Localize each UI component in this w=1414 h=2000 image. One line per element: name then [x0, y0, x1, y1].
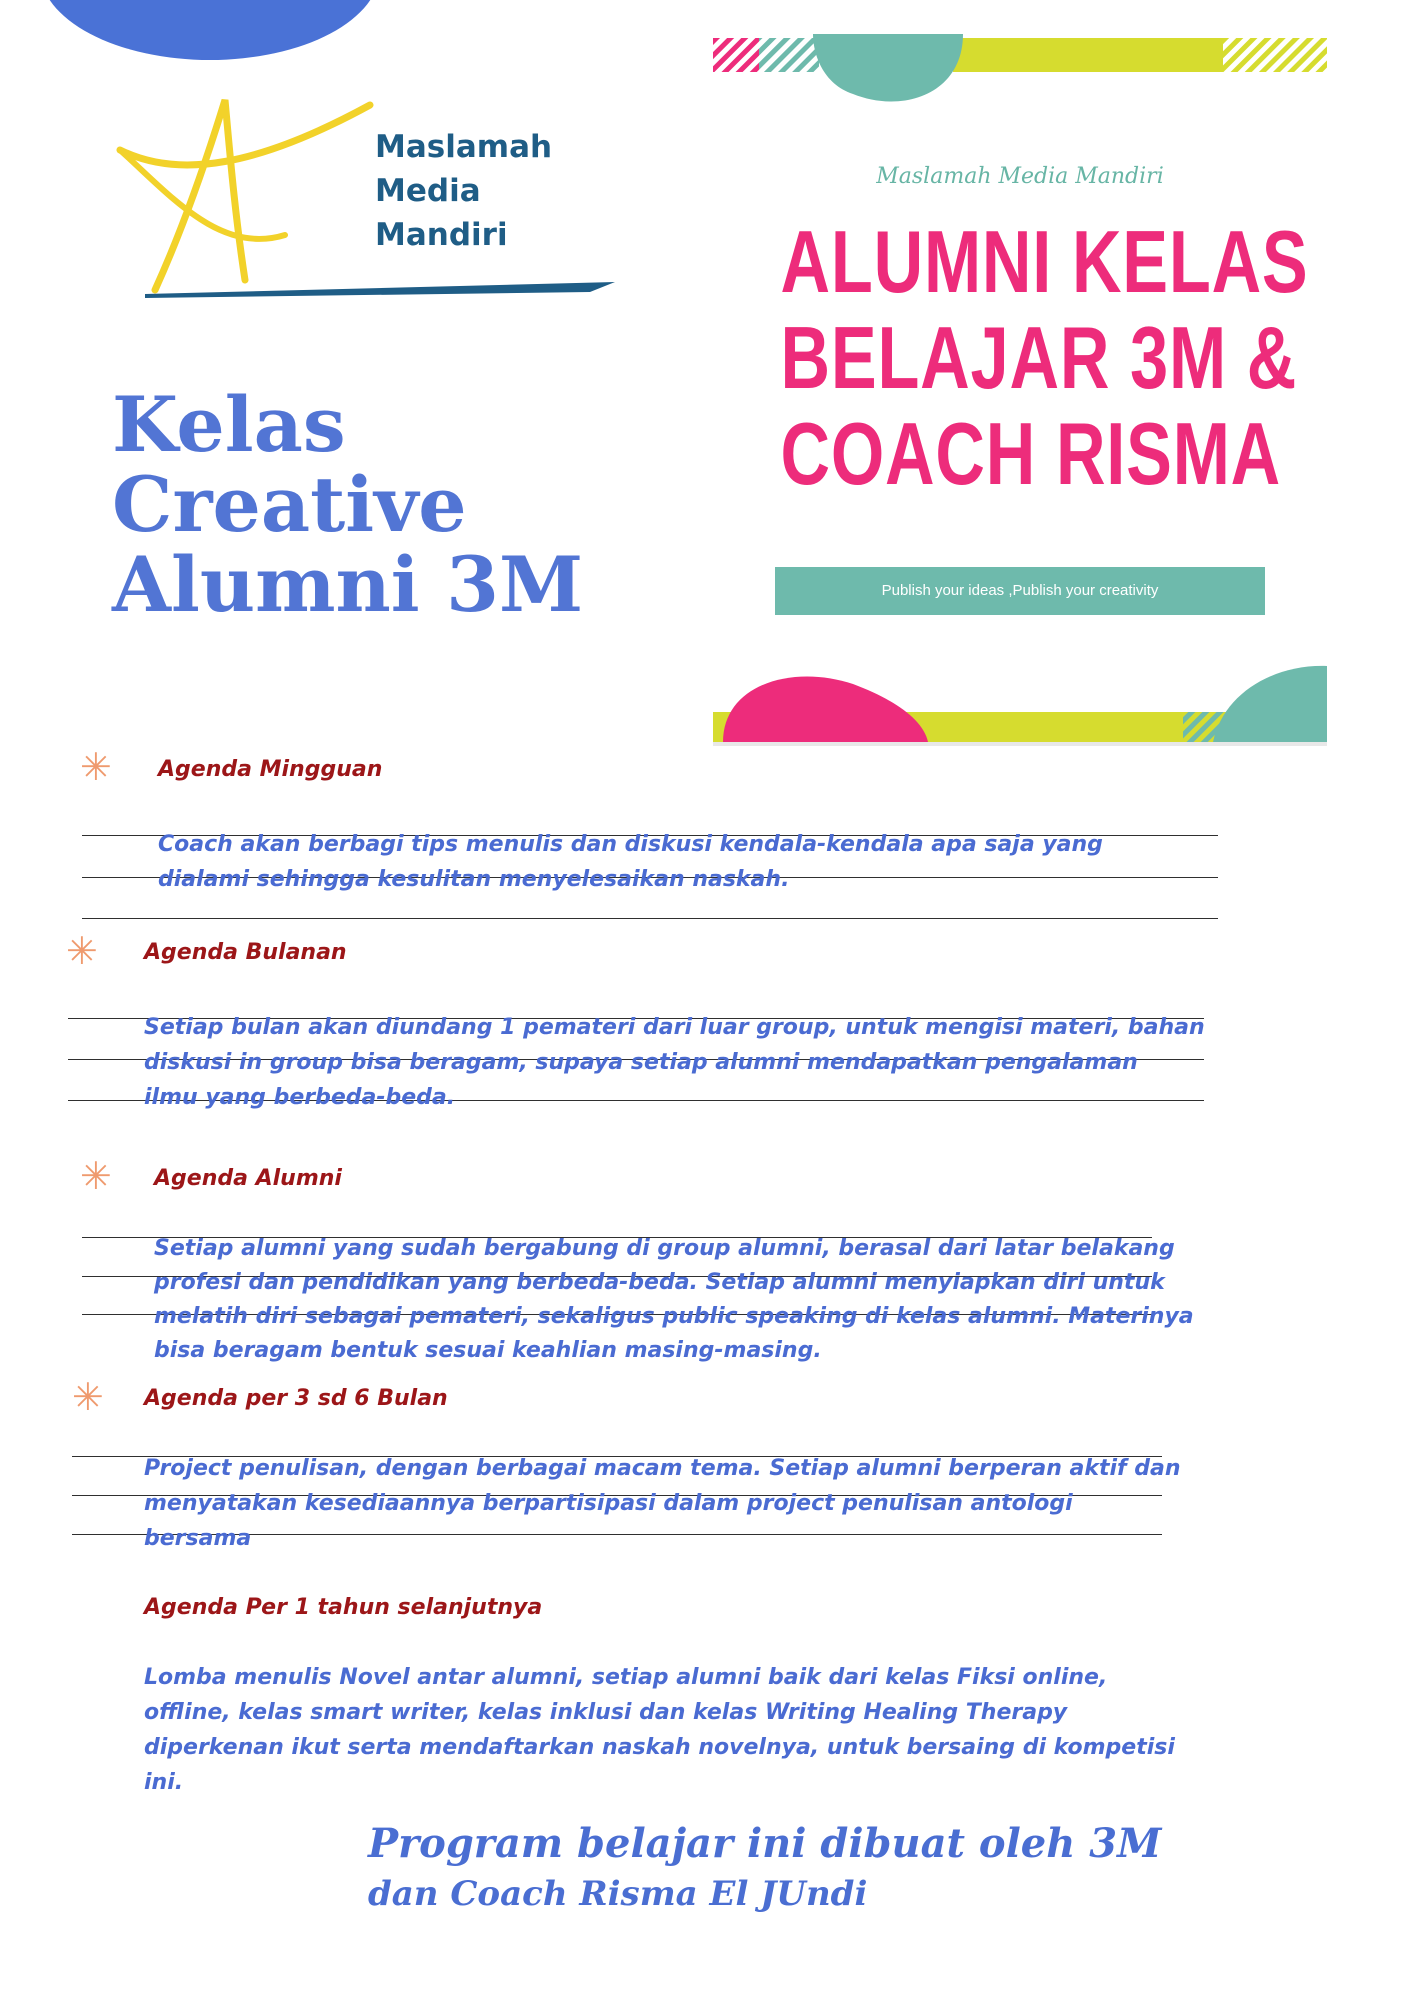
body-line: diskusi in group bisa beragam, supaya setiap alumni mendapatkan pengalaman [144, 1050, 1138, 1075]
asterisk-icon: ✳ [80, 1154, 112, 1198]
poster-teal-blob [813, 34, 973, 114]
agenda-heading-yearly: Agenda Per 1 tahun selanjutnya [144, 1595, 543, 1620]
agenda-heading-weekly: Agenda Mingguan [158, 757, 383, 782]
asterisk-icon: ✳ [72, 1375, 104, 1419]
title-line-1: Kelas [112, 380, 346, 469]
page-title [112, 380, 584, 629]
body-line: diperkenan ikut serta mendaftarkan naskah novelnya, untuk bersaing di kompetisi [144, 1735, 1175, 1760]
poster-tagline-banner: Publish your ideas ,Publish your creativity [775, 567, 1265, 615]
divider [82, 918, 1218, 919]
logo [110, 85, 610, 305]
poster-bottom-decoration [713, 664, 1327, 746]
body-line: Project penulisan, dengan berbagai macam tema. Setiap alumni berperan aktif dan [144, 1456, 1181, 1481]
agenda-body-monthly [144, 1010, 1205, 1115]
body-line: ini. [144, 1770, 184, 1795]
decorative-blob [40, 0, 380, 60]
logo-underline [145, 280, 615, 300]
agenda-heading-alumni: Agenda Alumni [154, 1166, 342, 1191]
body-line: Setiap alumni yang sudah bergabung di group alumni, berasal dari latar belakang [154, 1236, 1175, 1261]
poster-headline [780, 212, 1309, 503]
poster-top-stripes [713, 38, 1327, 72]
body-line: dialami sehingga kesulitan menyelesaikan naskah. [158, 867, 790, 892]
body-line: bersama [144, 1526, 252, 1551]
body-line: melatih diri sebagai pemateri, sekaligus public speaking di kelas alumni. Materinya [154, 1304, 1194, 1329]
body-line: Coach akan berbagi tips menulis dan diskusi kendala-kendala apa saja yang [158, 832, 1103, 857]
body-line: profesi dan pendidikan yang berbeda-beda. Setiap alumni menyiapkan diri untuk [154, 1270, 1165, 1295]
logo-line-2: Media [375, 173, 481, 209]
poster-headline-line-1: ALUMNI KELAS [780, 212, 1309, 311]
signature-line-1: Program belajar ini dibuat oleh 3M [368, 1820, 1162, 1867]
agenda-body-alumni [154, 1232, 1194, 1368]
poster-headline-line-2: BELAJAR 3M & [780, 308, 1298, 407]
agenda-body-weekly [158, 827, 1103, 897]
agenda-body-quarterly [144, 1451, 1181, 1556]
body-line: ilmu yang berbeda-beda. [144, 1085, 456, 1110]
poster-org-name: Maslamah Media Mandiri [876, 164, 1164, 189]
body-line: menyatakan kesediaannya berpartisipasi dalam project penulisan antologi [144, 1491, 1073, 1516]
agenda-body-yearly [144, 1660, 1175, 1800]
logo-line-3: Mandiri [375, 217, 508, 253]
logo-line-1: Maslamah [375, 129, 553, 165]
poster-headline-line-3: COACH RISMA [780, 404, 1282, 503]
title-line-3: Alumni 3M [112, 540, 584, 629]
title-line-2: Creative [112, 460, 467, 549]
body-line: bisa beragam bentuk sesuai keahlian masing-masing. [154, 1338, 822, 1363]
body-line: Setiap bulan akan diundang 1 pemateri dari luar group, untuk mengisi materi, bahan [144, 1015, 1205, 1040]
star-logo-icon [110, 85, 390, 305]
asterisk-icon: ✳ [80, 745, 112, 789]
signature-line-2: dan Coach Risma El JUndi [368, 1874, 868, 1914]
agenda-heading-quarterly: Agenda per 3 sd 6 Bulan [144, 1386, 448, 1411]
agenda-heading-monthly: Agenda Bulanan [144, 940, 347, 965]
body-line: Lomba menulis Novel antar alumni, setiap alumni baik dari kelas Fiksi online, [144, 1665, 1108, 1690]
asterisk-icon: ✳ [66, 929, 98, 973]
poster-image [713, 34, 1327, 746]
signature [368, 1818, 1161, 1918]
body-line: offline, kelas smart writer, kelas inklusi dan kelas Writing Healing Therapy [144, 1700, 1068, 1725]
